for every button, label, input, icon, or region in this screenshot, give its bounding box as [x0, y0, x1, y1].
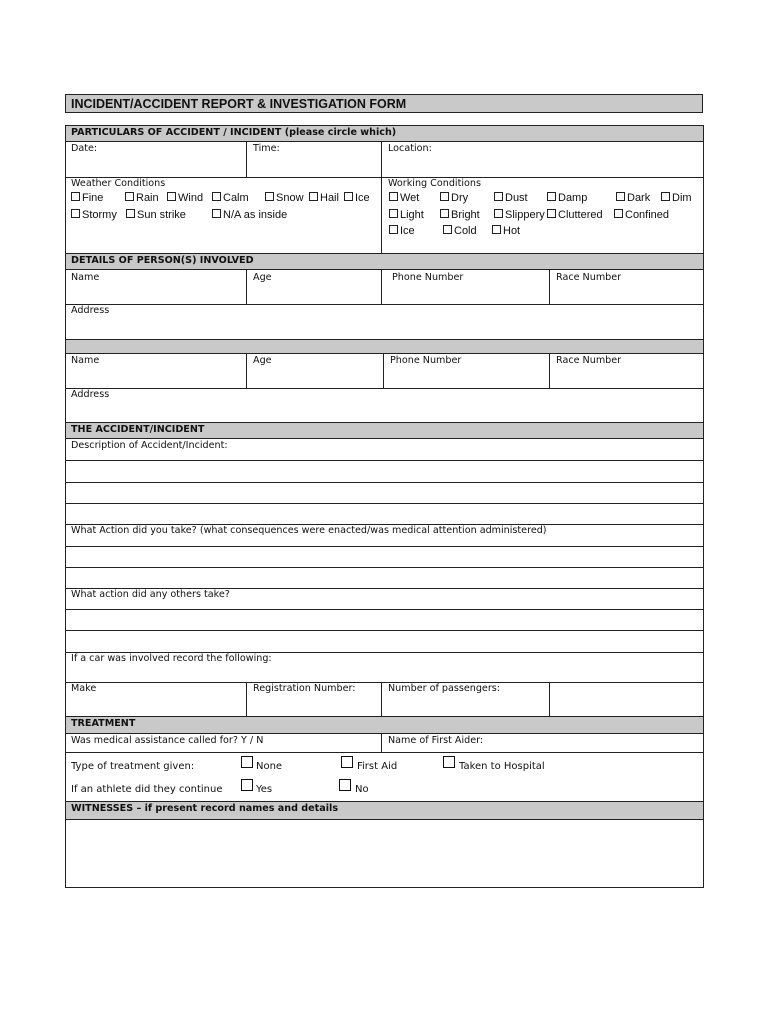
- working-option-hot[interactable]: Hot: [492, 225, 520, 238]
- action-taken-label: What Action did you take? (what consequences were enacted/was medical attention administered): [71, 525, 547, 536]
- working-option-cold[interactable]: Cold: [443, 225, 477, 238]
- checkbox-icon: [125, 192, 134, 201]
- person-2-phone-label: Phone Number: [390, 355, 462, 366]
- person-1-name-label: Name: [71, 272, 100, 283]
- divider: [549, 353, 550, 388]
- person-2-race-label: Race Number: [556, 355, 622, 366]
- first-aider-label: Name of First Aider:: [388, 735, 484, 746]
- checkbox-icon: [547, 192, 556, 201]
- checkbox-icon: [71, 209, 80, 218]
- working-option-light[interactable]: Light: [389, 209, 424, 222]
- checkbox-icon: [389, 225, 398, 234]
- persons-heading: DETAILS OF PERSON(S) INVOLVED: [65, 253, 704, 270]
- weather-option-ice[interactable]: Ice: [344, 192, 370, 205]
- divider: [381, 682, 382, 717]
- divider: [65, 546, 704, 547]
- particulars-heading: PARTICULARS OF ACCIDENT / INCIDENT (please circle which): [65, 125, 704, 142]
- date-label: Date:: [71, 143, 98, 154]
- checkbox-icon: [614, 209, 623, 218]
- weather-conditions-label: Weather Conditions: [71, 178, 166, 189]
- working-option-damp[interactable]: Damp: [547, 192, 587, 205]
- working-option-bright[interactable]: Bright: [440, 209, 480, 222]
- passengers-label: Number of passengers:: [388, 683, 501, 694]
- treatment-hospital-label: Taken to Hospital: [459, 761, 545, 772]
- weather-option-rain[interactable]: Rain: [125, 192, 159, 205]
- continue-no-label: No: [355, 784, 369, 795]
- person-1-phone-label: Phone Number: [392, 272, 464, 283]
- divider: [381, 141, 382, 254]
- divider: [65, 460, 704, 461]
- working-option-ice[interactable]: Ice: [389, 225, 415, 238]
- divider: [381, 733, 382, 752]
- weather-option-sun-strike[interactable]: Sun strike: [126, 209, 186, 222]
- working-option-dry[interactable]: Dry: [440, 192, 468, 205]
- description-label: Description of Accident/Incident:: [71, 440, 228, 451]
- particulars-box: [65, 141, 704, 254]
- checkbox-icon: [389, 192, 398, 201]
- person-1-race-label: Race Number: [556, 272, 622, 283]
- witnesses-box[interactable]: [65, 819, 704, 888]
- divider: [549, 682, 550, 717]
- divider: [246, 353, 247, 388]
- working-conditions-label: Working Conditions: [388, 178, 481, 189]
- section-spacer: [65, 339, 704, 354]
- person-1-address-label: Address: [71, 305, 110, 316]
- working-option-dim[interactable]: Dim: [661, 192, 692, 205]
- continue-no-checkbox[interactable]: [339, 779, 351, 791]
- checkbox-icon: [309, 192, 318, 201]
- treatment-none-checkbox[interactable]: [241, 756, 253, 768]
- checkbox-icon: [443, 225, 452, 234]
- others-action-label: What action did any others take?: [71, 589, 230, 600]
- checkbox-icon: [494, 192, 503, 201]
- working-option-wet[interactable]: Wet: [389, 192, 419, 205]
- checkbox-icon: [212, 209, 221, 218]
- checkbox-icon: [265, 192, 274, 201]
- divider: [65, 388, 704, 389]
- checkbox-icon: [440, 192, 449, 201]
- treatment-first-aid-checkbox[interactable]: [341, 756, 353, 768]
- treatment-heading: TREATMENT: [65, 716, 704, 734]
- divider: [65, 609, 704, 610]
- checkbox-icon: [494, 209, 503, 218]
- treatment-none-label: None: [256, 761, 283, 772]
- person-2-name-label: Name: [71, 355, 100, 366]
- person-2-address-label: Address: [71, 389, 110, 400]
- working-option-cluttered[interactable]: Cluttered: [547, 209, 603, 222]
- checkbox-icon: [167, 192, 176, 201]
- checkbox-icon: [440, 209, 449, 218]
- weather-option-hail[interactable]: Hail: [309, 192, 339, 205]
- checkbox-icon: [547, 209, 556, 218]
- athlete-continue-label: If an athlete did they continue: [71, 784, 223, 795]
- registration-label: Registration Number:: [253, 683, 356, 694]
- treatment-first-aid-label: First Aid: [357, 761, 398, 772]
- divider: [246, 682, 247, 717]
- weather-option-calm[interactable]: Calm: [212, 192, 249, 205]
- divider: [549, 269, 550, 304]
- checkbox-icon: [389, 209, 398, 218]
- checkbox-icon: [126, 209, 135, 218]
- checkbox-icon: [616, 192, 625, 201]
- divider: [246, 141, 247, 177]
- continue-yes-checkbox[interactable]: [241, 779, 253, 791]
- time-label: Time:: [253, 143, 280, 154]
- divider: [381, 269, 382, 304]
- treatment-type-label: Type of treatment given:: [71, 761, 195, 772]
- witnesses-heading: WITNESSES – if present record names and details: [65, 801, 704, 820]
- divider: [65, 630, 704, 631]
- working-option-dust[interactable]: Dust: [494, 192, 528, 205]
- checkbox-icon: [71, 192, 80, 201]
- weather-option-snow[interactable]: Snow: [265, 192, 304, 205]
- weather-option-fine[interactable]: Fine: [71, 192, 103, 205]
- checkbox-icon: [661, 192, 670, 201]
- divider: [65, 752, 704, 753]
- weather-option-stormy[interactable]: Stormy: [71, 209, 117, 222]
- accident-box: [65, 438, 704, 717]
- divider: [65, 482, 704, 483]
- continue-yes-label: Yes: [256, 784, 273, 795]
- checkbox-icon: [344, 192, 353, 201]
- location-label: Location:: [388, 143, 432, 154]
- make-label: Make: [71, 683, 97, 694]
- checkbox-icon: [492, 225, 501, 234]
- form-title: INCIDENT/ACCIDENT REPORT & INVESTIGATION FORM: [65, 94, 703, 113]
- checkbox-icon: [212, 192, 221, 201]
- weather-option-wind[interactable]: Wind: [167, 192, 203, 205]
- divider: [65, 503, 704, 504]
- car-involved-label: If a car was involved record the following:: [71, 653, 272, 664]
- person-2-age-label: Age: [253, 355, 272, 366]
- working-option-slippery[interactable]: Slippery: [494, 209, 545, 222]
- divider: [383, 353, 384, 388]
- divider: [65, 682, 704, 683]
- working-option-confined[interactable]: Confined: [614, 209, 669, 222]
- divider: [65, 567, 704, 568]
- working-option-dark[interactable]: Dark: [616, 192, 650, 205]
- divider: [246, 269, 247, 304]
- treatment-hospital-checkbox[interactable]: [443, 756, 455, 768]
- person-1-age-label: Age: [253, 272, 272, 283]
- accident-heading: THE ACCIDENT/INCIDENT: [65, 422, 704, 439]
- divider: [65, 304, 704, 305]
- weather-option-na-inside[interactable]: N/A as inside: [212, 209, 287, 222]
- medical-assistance-label: Was medical assistance called for? Y / N: [71, 735, 264, 746]
